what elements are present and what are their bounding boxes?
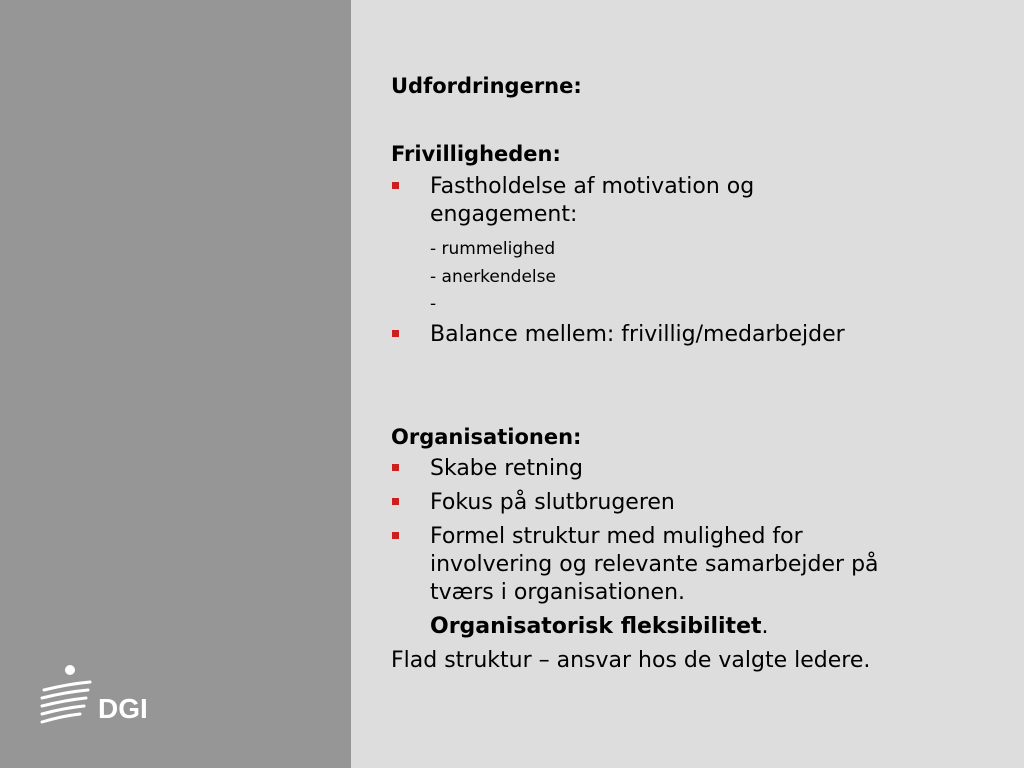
flexibility-period: . — [761, 614, 769, 639]
sub-item-anerkendelse: - anerkendelse — [430, 267, 556, 287]
sub-item-rummelighed: - rummelighed — [430, 239, 556, 259]
heading-challenges: Udfordringerne: — [391, 74, 582, 98]
bullet-icon — [392, 532, 399, 539]
list-item-structure-line3: tværs i organisationen. — [430, 580, 686, 605]
dgi-logo — [38, 662, 158, 732]
flexibility-line — [430, 613, 769, 641]
list-item-end-user: Fokus på slutbrugeren — [430, 490, 675, 515]
heading-volunteering: Frivilligheden: — [391, 142, 561, 166]
logo-text: DGI — [98, 693, 148, 724]
dgi-figure-icon — [42, 665, 90, 722]
list-item-motivation-line1: Fastholdelse af motivation og — [430, 174, 755, 199]
bullet-icon — [392, 464, 399, 471]
list-item-motivation-line2: engagement: — [430, 202, 578, 227]
sub-item-empty: - — [430, 294, 437, 314]
bullet-icon — [392, 330, 399, 337]
list-item-direction: Skabe retning — [430, 456, 583, 481]
list-item-structure-line1: Formel struktur med mulighed for — [430, 524, 803, 549]
flexibility-bold: Organisatorisk fleksibilitet — [430, 614, 762, 639]
list-item-balance: Balance mellem: frivillig/medarbejder — [430, 322, 845, 347]
flat-structure-line: Flad struktur – ansvar hos de valgte ledere. — [391, 648, 871, 673]
list-item-structure-line2: involvering og relevante samarbejder på — [430, 552, 879, 577]
bullet-icon — [392, 182, 399, 189]
heading-organisation: Organisationen: — [391, 425, 582, 449]
left-panel — [0, 0, 351, 768]
bullet-icon — [392, 498, 399, 505]
